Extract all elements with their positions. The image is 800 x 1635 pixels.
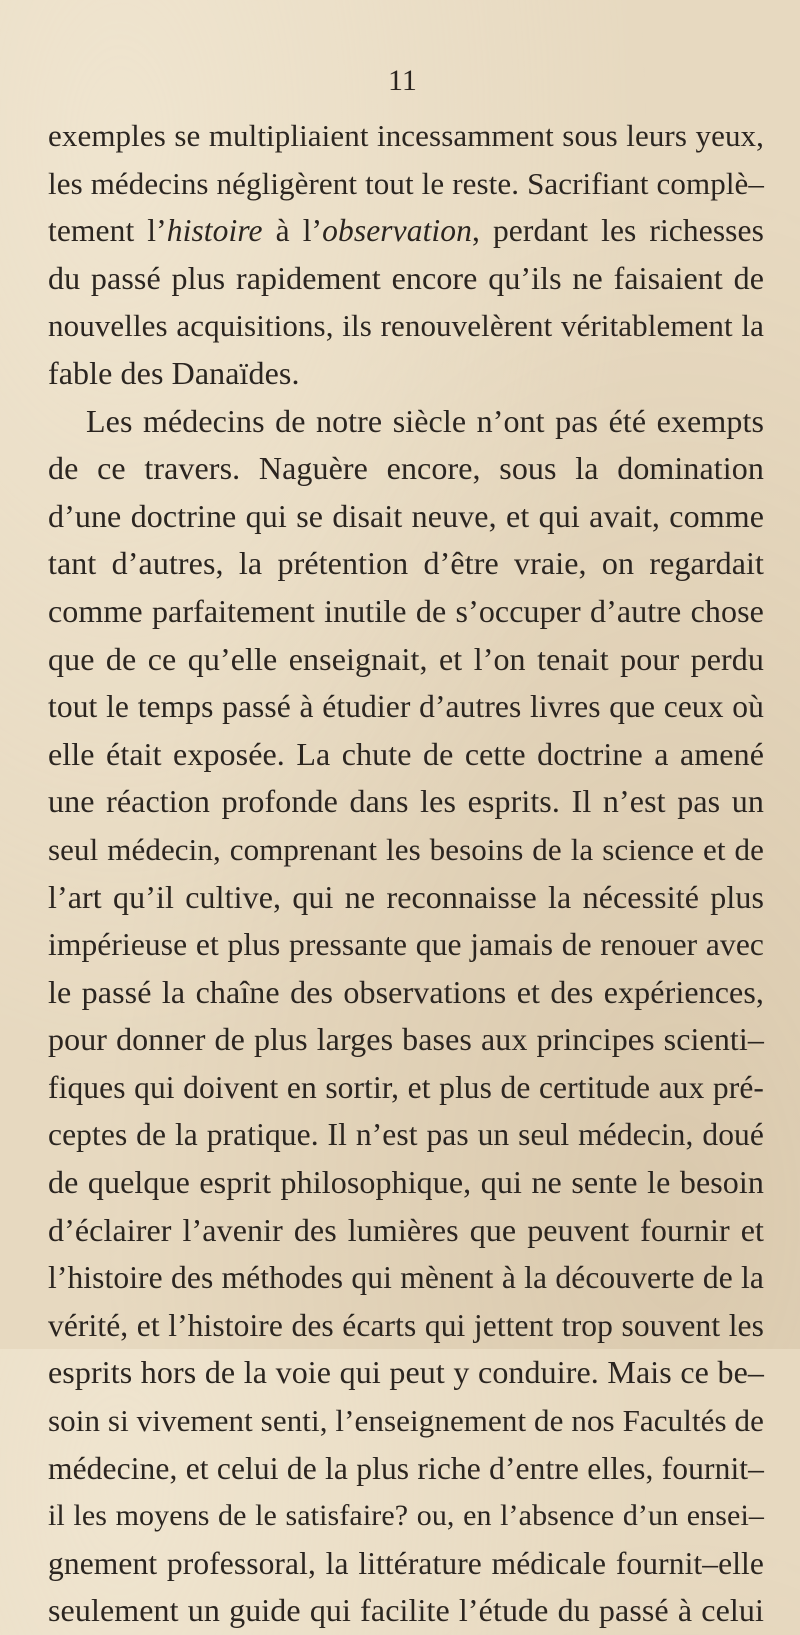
text-line: pour donner de plus larges bases aux principes scienti– [48, 1021, 764, 1058]
text-line: elle était exposée. La chute de cette doctrine a amené [48, 735, 764, 772]
text-line: fable des Danaïdes. [48, 354, 300, 391]
text-line: d’éclairer l’avenir des lumières que peuvent fournir et [48, 1211, 764, 1248]
text-line: le passé la chaîne des observations et des expériences, [48, 973, 764, 1010]
text-line: vérité, et l’histoire des écarts qui jettent trop souvent les [48, 1307, 764, 1343]
emphasis-observation: observation [322, 213, 472, 249]
text-line: ceptes de la pratique. Il n’est pas un seul médecin, doué [48, 1117, 764, 1153]
text-line: l’histoire des méthodes qui mènent à la découverte de la [48, 1260, 764, 1296]
text-line: exemples se multipliaient incessamment sous leurs yeux, [48, 118, 764, 153]
text-line: nouvelles acquisitions, ils renouvelèrent véritablement la [48, 308, 764, 344]
text-line: tement l’histoire à l’observation, perdant les richesses [48, 213, 764, 249]
text-line: il les moyens de le satisfaire? ou, en l’absence d’un ensei– [48, 1499, 764, 1533]
text-line: tant d’autres, la prétention d’être vraie, on regardait [48, 545, 764, 582]
text-line: impérieuse et plus pressante que jamais de renouer avec [48, 927, 764, 963]
page-number: 11 [388, 64, 417, 97]
paragraph-start: Les médecins de notre siècle n’ont pas été exempts [86, 402, 764, 439]
text-line: seulement un guide qui facilite l’étude du passé à celui [48, 1592, 764, 1629]
text-line: une réaction profonde dans les esprits. Il n’est pas un [48, 783, 764, 820]
text-line: l’art qu’il cultive, qui ne reconnaisse la nécessité plus [48, 878, 764, 915]
text-line: soin si vivement senti, l’enseignement de nos Facultés de [48, 1403, 764, 1439]
text-line: comme parfaitement inutile de s’occuper d’autre chose [48, 592, 764, 629]
text-line: de quelque esprit philosophique, qui ne sente le besoin [48, 1164, 764, 1201]
text-line: que de ce qu’elle enseignait, et l’on tenait pour perdu [48, 640, 764, 677]
text-line: médecine, et celui de la plus riche d’entre elles, fournit– [48, 1450, 764, 1486]
text-line: du passé plus rapidement encore qu’ils ne faisaient de [48, 259, 764, 296]
text-line: tout le temps passé à étudier d’autres livres que ceux où [48, 689, 764, 725]
text-line: seul médecin, comprenant les besoins de la science et de [48, 831, 764, 867]
emphasis-histoire: histoire [166, 213, 263, 249]
text-line: fiques qui doivent en sortir, et plus de certitude aux pré- [48, 1069, 764, 1105]
text-line: gnement professoral, la littérature médicale fournit–elle [48, 1545, 764, 1581]
text-line: esprits hors de la voie qui peut y conduire. Mais ce be– [48, 1354, 764, 1391]
body-text [48, 112, 764, 1635]
text-line: de ce travers. Naguère encore, sous la domination [48, 450, 764, 487]
text-line: les médecins négligèrent tout le reste. Sacrifiant complè– [48, 165, 764, 201]
text-line: d’une doctrine qui se disait neuve, et qui avait, comme [48, 497, 764, 534]
